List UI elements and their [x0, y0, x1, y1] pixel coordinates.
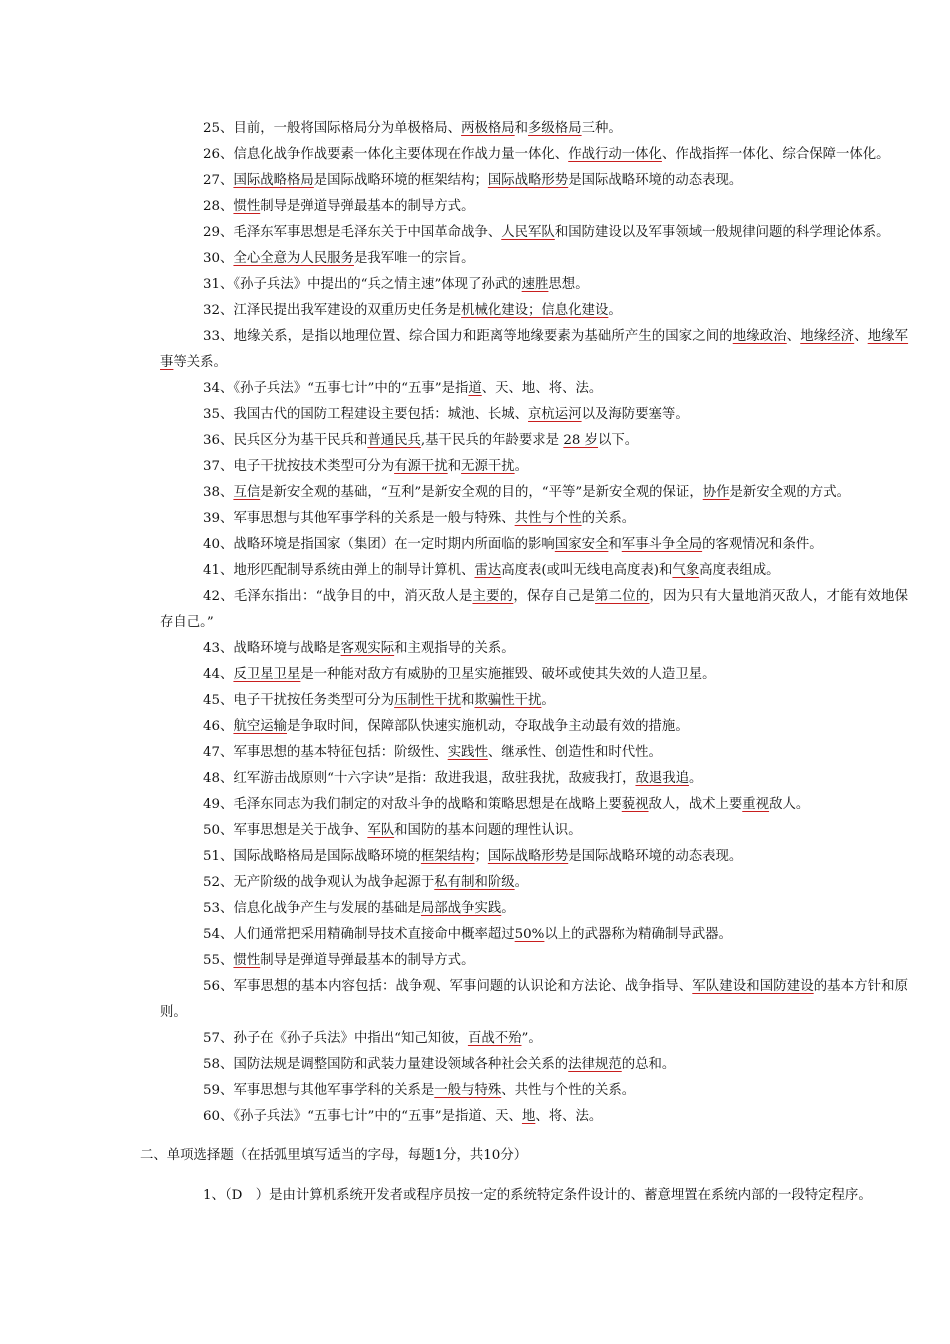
item-number: 44、 [203, 667, 234, 682]
item-number: 42、 [203, 589, 234, 604]
fill-blank-item [160, 480, 908, 506]
answer-underlined: 军队建设和国防建设 [692, 979, 814, 994]
answer-underlined: 道 [468, 381, 482, 396]
item-text: 目前，一般将国际格局分为单极格局、 [233, 121, 462, 136]
item-text: 孙子在《孙子兵法》中指出“知己知彼， [233, 1031, 468, 1046]
item-text: 的关系。 [581, 511, 636, 526]
fill-blank-item [160, 142, 908, 168]
item-text: 国防法规是调整国防和武装力量建设领域各种社会关系的 [233, 1057, 569, 1072]
item-text: 军事思想与其他军事学科的关系是 [233, 1083, 435, 1098]
item-text: 我国古代的国防工程建设主要包括：城池、长城、 [233, 407, 529, 422]
item-text: 和 [447, 459, 462, 474]
answer-underlined: 私有制和阶级 [434, 875, 515, 890]
fill-blank-item [160, 662, 908, 688]
fill-blank-item [160, 818, 908, 844]
item-text: 以上的武器称为精确制导武器。 [544, 927, 732, 942]
answer-underlined: 国际战略形势 [487, 849, 569, 864]
fill-blank-item [160, 948, 908, 974]
answer-underlined: 重视 [742, 797, 770, 812]
item-text: 敌人，战术上要 [648, 797, 743, 812]
item-text: 的基本方针和原则。 [160, 979, 909, 1020]
answer-underlined: 速胜 [521, 277, 549, 292]
answer-underlined: 第二位的 [595, 589, 650, 604]
item-text: 毛泽东同志为我们制定的对敌斗争的战略和策略思想是在战略上要 [233, 797, 622, 812]
item-number: 53、 [203, 901, 234, 916]
item-text: 和主观指导的关系。 [394, 641, 515, 656]
item-text: ,基干民兵的年龄要求是 [420, 433, 564, 448]
fill-blank-item [160, 220, 908, 246]
item-text: 地缘关系，是指以地理位置、综合国力和距离等地缘要素为基础所产生的国家之间的 [233, 329, 733, 344]
item-text: 电子干扰按任务类型可分为 [233, 693, 395, 708]
item-text: 、天、地、将、法。 [481, 381, 603, 396]
answer-underlined: 实践性 [447, 745, 488, 760]
answer-underlined: 地 [521, 1109, 536, 1124]
item-text: 的总和。 [621, 1057, 676, 1072]
answer-underlined: 28 岁 [563, 433, 599, 448]
item-number: 51、 [203, 849, 234, 864]
answer-underlined: 国际战略形势 [487, 173, 569, 188]
item-number: 58、 [203, 1057, 234, 1072]
answer-underlined: 地缘军事 [160, 329, 909, 370]
answer-underlined: 欺骗性干扰 [474, 693, 542, 708]
answer-underlined: 框架结构 [420, 849, 475, 864]
item-text: 民兵区分为基干民兵和 [233, 433, 368, 448]
answer-underlined: 京杭运河 [528, 407, 582, 422]
fill-blank-item [160, 870, 908, 896]
item-number: 33、 [203, 329, 234, 344]
item-number: 29、 [203, 225, 234, 240]
item-text: 毛泽东指出：“战争目的中，消灭敌人是 [233, 589, 473, 604]
item-number: 30、 [203, 251, 234, 266]
answer-underlined: 普通民兵 [367, 433, 421, 448]
item-text: 。 [501, 901, 515, 916]
fill-blank-item [160, 636, 908, 662]
fill-blank-item [160, 688, 908, 714]
answer-underlined: 气象 [672, 563, 700, 578]
item-text: 的客观情况和条件。 [702, 537, 823, 552]
item-text: 高度表(或叫无线电高度表)和 [501, 563, 673, 578]
answer-underlined: 敌退我追 [635, 771, 690, 786]
item-number: 38、 [203, 485, 234, 500]
item-text: 、 [786, 329, 801, 344]
answer-underlined: 地缘经济 [800, 329, 855, 344]
item-text: 。 [514, 875, 529, 890]
answer-underlined: 国际战略格局 [233, 173, 314, 188]
item-text: 军事思想是关于战争、 [233, 823, 368, 838]
fill-blank-item [160, 792, 908, 818]
fill-blank-item [160, 246, 908, 272]
item-text: 以及海防要塞等。 [581, 407, 689, 422]
item-text: 国际战略格局是国际战略环境的 [233, 849, 421, 864]
item-number: 55、 [203, 953, 234, 968]
question-text: 是由计算机系统开发者或程序员按一定的系统特定条件设计的、蓄意埋置在系统内部的一段特定程序。 [269, 1187, 872, 1203]
answer-underlined: 无源干扰 [461, 459, 515, 474]
answer-underlined: 协作 [702, 485, 730, 500]
item-text: ”。 [521, 1031, 542, 1046]
answer-underlined: 航空运输 [233, 719, 287, 734]
item-text: 是新安全观的基础，“互利”是新安全观的目的，“平等”是新安全观的保证， [260, 485, 703, 500]
item-text: 和 [608, 537, 622, 552]
answer-underlined: 百战不殆 [467, 1031, 522, 1046]
item-number: 59、 [203, 1083, 234, 1098]
item-number: 47、 [203, 745, 234, 760]
item-number: 32、 [203, 303, 234, 318]
item-text: 等关系。 [173, 355, 227, 370]
item-text: 《孙子兵法》“五事七计”中的“五事”是指 [233, 381, 469, 396]
item-number: 35、 [203, 407, 234, 422]
item-number: 36、 [203, 433, 234, 448]
item-number: 57、 [203, 1031, 234, 1046]
item-text: 战略环境与战略是 [233, 641, 341, 656]
fill-blank-item [160, 116, 908, 142]
item-number: 43、 [203, 641, 234, 656]
fill-blank-item [160, 740, 908, 766]
item-text: 毛泽东军事思想是毛泽东关于中国革命战争、 [233, 225, 502, 240]
item-text: 是国际战略环境的动态表现。 [568, 849, 743, 864]
answer-underlined: 藐视 [621, 797, 649, 812]
fill-blank-item [160, 896, 908, 922]
fill-blank-item [160, 974, 908, 1026]
item-text: 《孙子兵法》“五事七计”中的“五事”是指道、天、 [233, 1109, 522, 1124]
answer-underlined: 国家安全 [554, 537, 609, 552]
item-number: 25、 [203, 121, 234, 136]
answer-underlined: 全心全意为人民服务 [233, 251, 354, 266]
item-text: 是国际战略环境的动态表现。 [568, 173, 743, 188]
item-text: 信息化战争产生与发展的基础是 [233, 901, 421, 916]
item-number: 27、 [203, 173, 234, 188]
fill-blank-item [160, 1052, 908, 1078]
question-no: 1、 [203, 1187, 225, 1203]
answer-underlined: 法律规范 [568, 1057, 622, 1072]
fill-blank-item [160, 376, 908, 402]
item-number: 49、 [203, 797, 234, 812]
item-number: 52、 [203, 875, 234, 890]
fill-blank-item [160, 1104, 908, 1130]
answer-underlined: 作战行动一体化 [568, 147, 662, 162]
answer-underlined: 压制性干扰 [394, 693, 462, 708]
fill-blank-item [160, 324, 908, 376]
answer-underlined: 雷达 [474, 563, 502, 578]
item-number: 41、 [203, 563, 234, 578]
item-text: ，保存自己是 [513, 589, 596, 604]
item-text: 军事思想与其他军事学科的关系是一般与特殊、 [233, 511, 515, 526]
item-text: 和 [514, 121, 529, 136]
item-text: 是我军唯一的宗旨。 [353, 251, 475, 266]
answer-underlined: 一般与特殊 [434, 1083, 502, 1098]
item-text: 是争取时间，保障部队快速实施机动，夺取战争主动最有效的措施。 [287, 719, 689, 734]
answer-underlined: 互信 [233, 485, 261, 500]
item-text: 军事思想的基本特征包括：阶级性、 [233, 745, 448, 760]
item-number: 46、 [203, 719, 234, 734]
answer-underlined: 有源干扰 [394, 459, 448, 474]
answer-underlined: 共性与个性 [514, 511, 582, 526]
item-text: ，因为只有大量地消灭敌人，才能有效地保存自己。” [160, 589, 909, 630]
item-text: 三种。 [581, 121, 622, 136]
fill-blank-item [160, 922, 908, 948]
item-text: 制导是弹道导弹最基本的制导方式。 [260, 953, 475, 968]
fill-blank-item [160, 1078, 908, 1104]
answer-underlined: 机械化建设；信息化建设 [461, 303, 609, 318]
item-text: 高度表组成。 [699, 563, 780, 578]
fill-blank-item [160, 558, 908, 584]
answer-underlined: 人民军队 [501, 225, 555, 240]
item-number: 39、 [203, 511, 234, 526]
fill-blank-item [160, 428, 908, 454]
item-number: 60、 [203, 1109, 234, 1124]
fill-blank-item [160, 298, 908, 324]
item-text: 是新安全观的方式。 [729, 485, 851, 500]
fill-blank-item [160, 844, 908, 870]
fill-blank-item [160, 506, 908, 532]
fill-blank-item [160, 168, 908, 194]
item-text: 、继承性、创造性和时代性。 [487, 745, 662, 760]
fill-blank-item [160, 194, 908, 220]
item-number: 54、 [203, 927, 234, 942]
item-text: 思想。 [548, 277, 589, 292]
answer-underlined: 惯性 [233, 953, 261, 968]
item-text: 和国防的基本问题的理性认识。 [394, 823, 582, 838]
item-text: 江泽民提出我军建设的双重历史任务是 [233, 303, 462, 318]
fill-blank-item [160, 714, 908, 740]
item-text: 、 [854, 329, 868, 344]
fill-blank-item [160, 402, 908, 428]
item-text: 、共性与个性的关系。 [501, 1083, 636, 1098]
item-text: 敌人。 [769, 797, 810, 812]
item-text: 军事思想的基本内容包括：战争观、军事问题的认识论和方法论、战争指导、 [233, 979, 693, 994]
item-number: 50、 [203, 823, 234, 838]
fill-blank-item [160, 532, 908, 558]
answer-underlined: 反卫星卫星 [233, 667, 301, 682]
item-number: 26、 [203, 147, 234, 162]
item-text: ； [474, 849, 488, 864]
answer-underlined: 局部战争实践 [420, 901, 502, 916]
item-number: 28、 [203, 199, 234, 214]
fill-blank-item [160, 766, 908, 792]
fill-blank-item [160, 272, 908, 298]
answer-underlined: 主要的 [472, 589, 514, 604]
answer-underlined: 军事斗争全局 [621, 537, 703, 552]
item-text: 战略环境是指国家（集团）在一定时期内所面临的影响 [233, 537, 555, 552]
item-number: 45、 [203, 693, 234, 708]
item-text: 。 [541, 693, 555, 708]
answer-underlined: 客观实际 [340, 641, 395, 656]
item-number: 31、 [203, 277, 234, 292]
answer-underlined: 军队 [367, 823, 395, 838]
item-text: 、将、法。 [535, 1109, 603, 1124]
answer-underlined: 50% [514, 927, 545, 942]
item-text: 《孙子兵法》中提出的“兵之情主速”体现了孙武的 [233, 277, 522, 292]
item-text: 人们通常把采用精确制导技术直接命中概率超过 [233, 927, 515, 942]
item-text: 是一种能对敌方有威胁的卫星实施摧毁、破坏或使其失效的人造卫星。 [300, 667, 716, 682]
item-number: 40、 [203, 537, 234, 552]
fill-blank-item [160, 1026, 908, 1052]
item-text: 、作战指挥一体化、综合保障一体化。 [661, 147, 890, 162]
answer-underlined: 地缘政治 [732, 329, 787, 344]
item-text: 信息化战争作战要素一体化主要体现在作战力量一体化、 [233, 147, 569, 162]
answer-underlined: 多级格局 [528, 121, 582, 136]
fill-blank-item [160, 584, 908, 636]
document-body [140, 116, 909, 1209]
answer-underlined: 两极格局 [461, 121, 515, 136]
item-number: 34、 [203, 381, 234, 396]
item-number: 48、 [203, 771, 234, 786]
item-text: 。 [514, 459, 529, 474]
fill-blank-item [160, 454, 908, 480]
item-number: 37、 [203, 459, 234, 474]
item-text: 和 [461, 693, 475, 708]
item-number: 56、 [203, 979, 234, 994]
item-text: 和国防建设以及军事领域一般规律问题的科学理论体系。 [554, 225, 890, 240]
item-text: 。 [689, 771, 703, 786]
item-text: 。 [608, 303, 622, 318]
item-text: 红军游击战原则“十六字诀”是指：敌进我退，敌驻我扰，敌疲我打， [233, 771, 636, 786]
choice-question [160, 1183, 908, 1209]
question-answer: （D ） [224, 1187, 270, 1203]
item-text: 以下。 [598, 433, 639, 448]
item-text: 无产阶级的战争观认为战争起源于 [233, 875, 435, 890]
answer-underlined: 惯性 [233, 199, 261, 214]
section-title: 二、单项选择题（在括弧里填写适当的字母，每题1分，共10分） [140, 1148, 528, 1164]
item-text: 地形匹配制导系统由弹上的制导计算机、 [233, 563, 475, 578]
item-text: 是国际战略环境的框架结构； [313, 173, 488, 188]
item-text: 制导是弹道导弹最基本的制导方式。 [260, 199, 475, 214]
item-text: 电子干扰按技术类型可分为 [233, 459, 395, 474]
